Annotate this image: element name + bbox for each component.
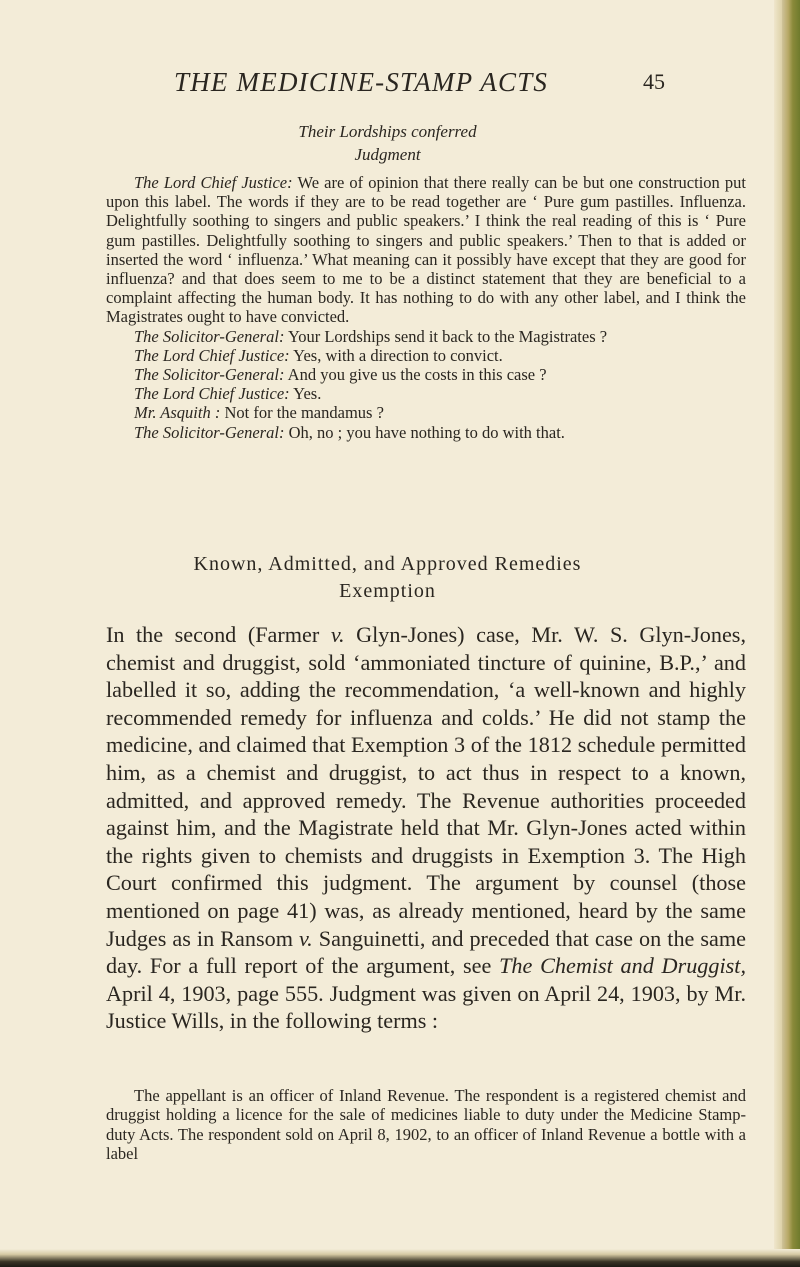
- section-heading: Known, Admitted, and Approved Remedies: [193, 553, 582, 575]
- exchange-line: [106, 327, 746, 346]
- judgment-text: [106, 173, 746, 442]
- running-head: [0, 67, 775, 107]
- text-run: Glyn-Jones) case, Mr. W. S. Glyn-Jones, chemist and druggist, sold ‘ammoniated tincture of quinine, B.P.,’ and labelled it so, adding the recommendation, ‘a well-known and highly recommended remedy for influenza and colds.’ He did not stamp the medicine, and claimed that Exemption 3 of the 1812 schedule permitted him, as a chemist and druggist, to act thus in respect to a known, admitted, and approved remedy. The Revenue authorities proceeded against him, and the Magistrate held that Mr. Glyn-Jones acted within the rights given to chemists and druggists in Exemption 3. The High Court confirmed this judgment. The argument by counsel (those mentioned on page 41) was, as already mentioned, heard by the same Judges as in Ransom: [106, 622, 746, 951]
- speech-text: Not for the mandamus ?: [220, 403, 384, 423]
- judgment-lead-paragraph: [106, 173, 746, 327]
- exchange-line: [106, 403, 746, 422]
- text-run: Sanguinetti, and preceded that case on the same day. For a full report of the argument, see: [106, 925, 746, 979]
- quoted-paragraph: The appellant is an officer of Inland Revenue. The respondent is a registered chemist and druggist holding a licence for the sale of medicines liable to duty under the Medicine Stamp-duty Acts. The respondent sold on April 8, 1902, to an officer of Inland Revenue a bottle with a label: [106, 1086, 746, 1163]
- section-subheading: Exemption: [339, 580, 436, 602]
- speech-text: And you give us the costs in this case ?: [284, 365, 547, 385]
- speech-text: Oh, no ; you have nothing to do with that.: [284, 422, 565, 442]
- exchange-line: [106, 365, 746, 384]
- speaker-name: The Lord Chief Justice:: [134, 345, 290, 365]
- text-run: April 4, 1903, page 555. Judgment was given on April 24, 1903, by Mr. Justice Wills, in the following terms :: [106, 980, 746, 1034]
- speaker-name: The Solicitor-General:: [134, 326, 285, 346]
- exchange-line: [106, 384, 746, 403]
- quoted-judgment: [106, 1086, 746, 1163]
- exchange-line: [106, 423, 746, 442]
- speaker-name: The Solicitor-General:: [134, 365, 285, 385]
- page-number: 45: [643, 69, 665, 94]
- book-edge-right: [782, 0, 800, 1267]
- exchange-line: [106, 346, 746, 365]
- speaker-name: The Solicitor-General:: [134, 422, 285, 442]
- speech-text: Yes.: [289, 384, 322, 404]
- speaker-name: Mr. Asquith :: [134, 403, 221, 423]
- speaker-name: The Lord Chief Justice:: [134, 384, 290, 404]
- speech-text: Your Lordships send it back to the Magistrates ?: [284, 326, 608, 346]
- speech-text: We are of opinion that there really can be but one construction put upon this label. The words if they are to be read together are ‘ Pure gum pastilles. Influenza. Delightfully soothing to singers and public speakers.’ I think the real reading of this is ‘ Pure gum pastilles. Delightfully soothing to singers and public speakers.’ Then to that is added or inserted the word ‘ influenza.’ What meaning can it possibly have except that they are good for influenza? and that does seem to me to be a distinct statement that they are beneficial to a complaint affecting the human body. It has nothing to do with any other label, and I think the Magistrates ought to have convicted.: [106, 173, 747, 327]
- subheading-line-1: Their Lordships conferred: [298, 122, 477, 141]
- running-head-title: THE MEDICINE-STAMP ACTS: [174, 67, 549, 97]
- text-run-italic: v.: [330, 622, 345, 647]
- speaker-name: The Lord Chief Justice:: [134, 173, 293, 192]
- text-run: In the second (Farmer: [106, 622, 331, 647]
- journal-title: The Chemist and Druggist,: [499, 953, 747, 979]
- main-paragraph: [106, 621, 746, 1035]
- book-edge-bottom: [0, 1249, 800, 1267]
- text-run-italic: v.: [298, 925, 313, 951]
- speech-text: Yes, with a direction to convict.: [289, 345, 503, 365]
- main-paragraph-block: [106, 621, 746, 1035]
- page-edge-shadow: [774, 0, 782, 1267]
- subheading-line-2: Judgment: [354, 145, 421, 164]
